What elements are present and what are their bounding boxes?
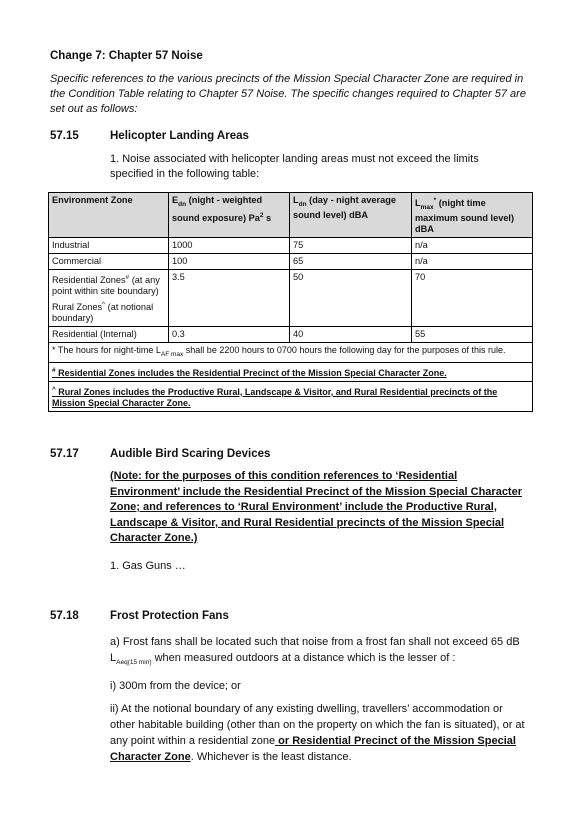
- cell-edn: 100: [169, 253, 290, 269]
- table-footnote-row: [49, 381, 533, 411]
- footnote-residential: # Residential Zones includes the Residential Precinct of the Mission Special Character Zone.: [49, 362, 533, 381]
- cell-ldn: 50: [290, 269, 412, 326]
- cell-ldn: 65: [290, 253, 412, 269]
- cell-lmax: n/a: [412, 253, 533, 269]
- cell-edn: 1000: [169, 237, 290, 253]
- header-environment-zone: Environment Zone: [49, 193, 169, 238]
- table-footnote-row: [49, 362, 533, 381]
- header-lmax: $L_{max}^*$ (night time maximum sound level) dBA: [412, 193, 533, 238]
- frost-fan-item-ii: ii) At the notional boundary of any existing dwelling, travellers’ accommodation or other habitable building (other than on the property on which the fan is situated), or at any point within a residential zone or Residential Precinct of the Mission Special Character Zone. Whichever is the least distance.: [110, 703, 525, 763]
- cell-edn: 3.5: [169, 269, 290, 326]
- table-row: [49, 253, 533, 269]
- header-ldn: $L_{dn}$ (day - night average sound level) dBA: [290, 193, 412, 238]
- gas-guns-item: 1. Gas Guns …: [110, 560, 186, 572]
- rural-zones-label: Rural Zones^ (at notional boundary): [52, 300, 154, 324]
- cell-ldn: 75: [290, 237, 412, 253]
- change-heading: Change 7: Chapter 57 Noise: [50, 50, 203, 62]
- header-edn: $E_{dn}$ (night - weighted sound exposure) Pa$^2$ s: [169, 193, 290, 238]
- section-number-57-15: 57.15: [50, 130, 79, 142]
- section-number-57-18: 57.18: [50, 610, 79, 622]
- frost-fan-item-i: i) 300m from the device; or: [110, 680, 241, 692]
- table-header-row: [49, 193, 533, 238]
- cell-zone: [49, 269, 169, 326]
- frost-fan-paragraph-a: a) Frost fans shall be located such that noise from a frost fan shall not exceed 65 dB $L_{Aeq(15 min)}$ when measured outdoors at a distance which is the lesser of :: [110, 636, 520, 667]
- cell-lmax: 70: [412, 269, 533, 326]
- cell-zone: Industrial: [49, 237, 169, 253]
- section-title-frost-fans: Frost Protection Fans: [110, 610, 229, 622]
- cell-lmax: 55: [412, 327, 533, 343]
- table-row: [49, 327, 533, 343]
- cell-lmax: n/a: [412, 237, 533, 253]
- bird-scaring-note: (Note: for the purposes of this condition references to ‘Residential Environment’ include the Residential Precinct of the Mission Special Character Zone; and references to ‘Rural Environment’ include the Productive Rural, Landscape & Visitor, and Rural Residential precincts of the Mission Special Character Zone.): [110, 470, 522, 544]
- section-title-bird-scaring: Audible Bird Scaring Devices: [110, 448, 271, 460]
- table-row: [49, 237, 533, 253]
- cell-zone: Commercial: [49, 253, 169, 269]
- residential-zones-label: Residential Zones# (at any point within site boundary): [52, 273, 160, 296]
- cell-edn: 0.3: [169, 327, 290, 343]
- helicopter-paragraph: 1. Noise associated with helicopter landing areas must not exceed the limits specified in the following table:: [110, 153, 479, 180]
- cell-ldn: 40: [290, 327, 412, 343]
- footnote-rural: ^ Rural Zones includes the Productive Rural, Landscape & Visitor, and Rural Residential precincts of the Mission Special Character Zone.: [49, 381, 533, 411]
- noise-limits-table: [48, 192, 533, 412]
- table-row: [49, 269, 533, 326]
- table-footnote-row: [49, 343, 533, 363]
- footnote-night-hours: * The hours for night-time $L_{AF max}$ shall be 2200 hours to 0700 hours the following day for the purposes of this rule.: [49, 343, 533, 363]
- cell-zone: Residential (Internal): [49, 327, 169, 343]
- intro-paragraph: Specific references to the various precincts of the Mission Special Character Zone are required in the Condition Table relating to Chapter 57 Noise. The specific changes required to Chapter 57 are set out as follows:: [50, 73, 526, 115]
- section-number-57-17: 57.17: [50, 448, 79, 460]
- section-title-helicopter: Helicopter Landing Areas: [110, 130, 249, 142]
